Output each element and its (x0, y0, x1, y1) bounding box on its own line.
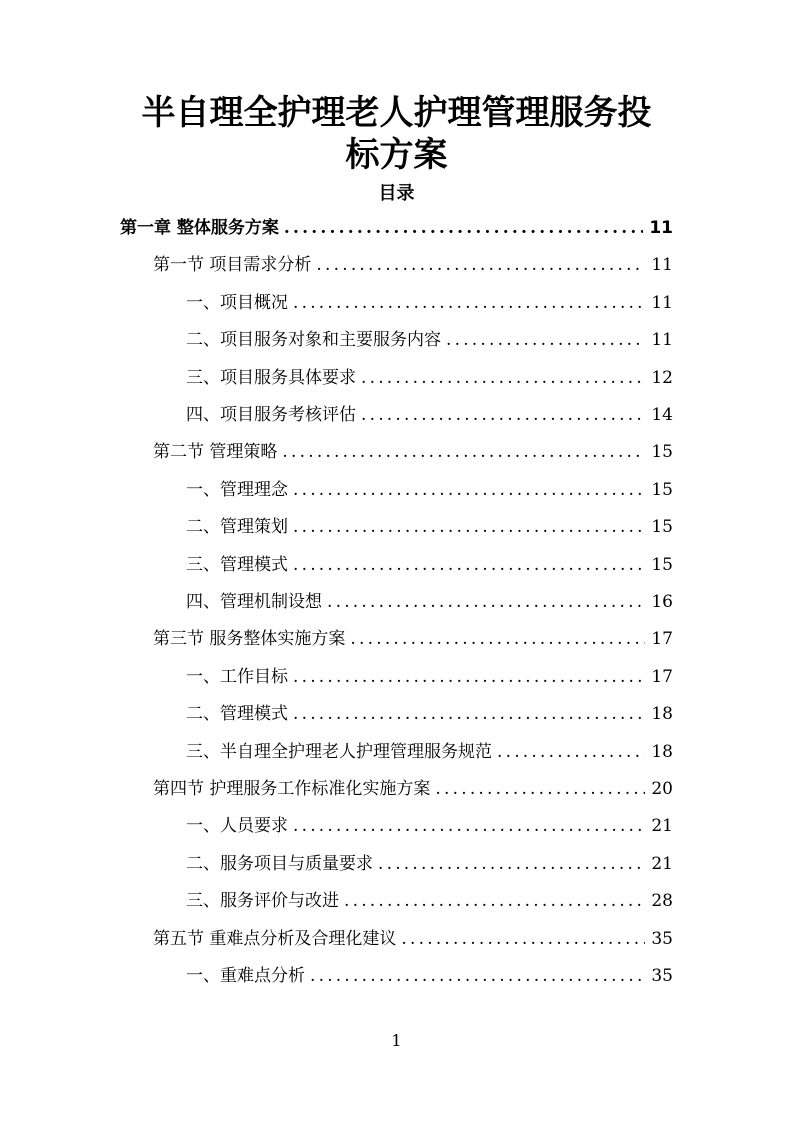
toc-entry-label: 四、项目服务考核评估 (186, 405, 356, 425)
toc-entry-page: 16 (651, 592, 673, 612)
toc-entry[interactable] (186, 587, 673, 617)
toc-entry-page: 14 (651, 405, 673, 425)
toc-entry-page: 17 (651, 629, 673, 650)
toc-entry[interactable] (186, 849, 673, 879)
toc-entry-label: 二、服务项目与质量要求 (186, 853, 373, 874)
toc-entry[interactable] (186, 400, 673, 430)
toc-leader-dots (316, 250, 645, 280)
toc-entry-label: 三、管理模式 (186, 554, 288, 575)
toc-entry[interactable] (186, 475, 673, 505)
toc-entry-label: 第五节 重难点分析及合理化建议 (153, 928, 397, 949)
toc-entry-page: 35 (651, 928, 673, 949)
toc-entry-label: 一、项目概况 (186, 292, 288, 313)
toc-entry-label: 二、管理模式 (186, 704, 288, 725)
toc-entry-label: 第四节 护理服务工作标准化实施方案 (153, 779, 431, 799)
toc-leader-dots (284, 213, 643, 243)
toc-leader-dots (293, 512, 645, 542)
toc-leader-dots (293, 811, 645, 841)
toc-entry-label: 第一节 项目需求分析 (153, 255, 312, 276)
toc-entry-page: 11 (649, 218, 673, 238)
toc-entry-page: 28 (651, 891, 673, 912)
toc-entry-page: 12 (651, 367, 673, 388)
document-title-line-2: 标方案 (345, 135, 448, 175)
toc-entry-label: 一、重难点分析 (186, 966, 305, 986)
toc-leader-dots (350, 624, 645, 654)
toc-entry[interactable] (186, 512, 673, 542)
toc-entry-label: 一、人员要求 (186, 816, 288, 837)
toc-entry-page: 15 (651, 517, 673, 538)
toc-entry-page: 18 (651, 704, 673, 725)
toc-leader-dots (361, 363, 645, 393)
toc-entry[interactable] (186, 699, 673, 729)
toc-entry-page: 20 (651, 779, 673, 799)
toc-entry[interactable] (153, 924, 673, 954)
page-number: 1 (391, 1031, 402, 1050)
toc-entry[interactable] (153, 250, 673, 280)
toc-entry[interactable] (186, 288, 673, 318)
toc-entry-page: 15 (651, 479, 673, 500)
toc-entry[interactable] (153, 774, 673, 804)
toc-entry[interactable] (120, 213, 673, 243)
toc-leader-dots (293, 288, 645, 318)
toc-entry-label: 第一章 整体服务方案 (120, 218, 279, 238)
toc-entry-label: 三、半自理全护理老人护理管理服务规范 (186, 741, 492, 762)
toc-leader-dots (282, 437, 645, 467)
document-title-line-1: 半自理全护理老人护理管理服务投 (141, 93, 652, 133)
toc-entry[interactable] (186, 662, 673, 692)
toc-leader-dots (293, 699, 645, 729)
toc-entry[interactable] (186, 363, 673, 393)
toc-entry-label: 三、项目服务具体要求 (186, 367, 356, 388)
toc-leader-dots (497, 737, 645, 767)
toc-entry-page: 15 (651, 442, 673, 463)
toc-entry-page: 15 (651, 554, 673, 575)
toc-entry[interactable] (186, 961, 673, 991)
toc-entry-page: 21 (651, 816, 673, 837)
toc-entry[interactable] (186, 550, 673, 580)
toc-entry-label: 二、项目服务对象和主要服务内容 (186, 330, 441, 351)
toc-entry-page: 18 (651, 741, 673, 762)
toc-leader-dots (344, 886, 645, 916)
toc-leader-dots (435, 774, 645, 804)
toc-entry[interactable] (186, 737, 673, 767)
toc-entry-page: 11 (651, 255, 673, 276)
toc-leader-dots (446, 325, 645, 355)
toc-entry-label: 一、管理理念 (186, 479, 288, 500)
toc-entry-label: 第二节 管理策略 (153, 442, 278, 463)
toc-leader-dots (401, 924, 645, 954)
toc-entry-page: 35 (651, 966, 673, 986)
toc-entry-label: 四、管理机制设想 (186, 592, 322, 612)
toc-leader-dots (293, 475, 645, 505)
toc-leader-dots (378, 849, 645, 879)
toc-leader-dots (327, 587, 645, 617)
toc-heading: 目录 (378, 183, 415, 204)
toc-leader-dots (310, 961, 645, 991)
toc-leader-dots (293, 550, 645, 580)
toc-entry-page: 21 (651, 853, 673, 874)
toc-leader-dots (293, 662, 645, 692)
toc-entry[interactable] (186, 325, 673, 355)
toc-entry[interactable] (153, 437, 673, 467)
toc-entry-label: 三、服务评价与改进 (186, 891, 339, 912)
toc-entry[interactable] (186, 886, 673, 916)
toc-entry-page: 11 (651, 292, 673, 313)
toc-entry[interactable] (153, 624, 673, 654)
toc-entry[interactable] (186, 811, 673, 841)
document-title (0, 92, 793, 176)
toc-entry-page: 11 (651, 330, 673, 351)
toc-entry-label: 二、管理策划 (186, 517, 288, 538)
toc-leader-dots (361, 400, 645, 430)
toc-entry-label: 第三节 服务整体实施方案 (153, 629, 346, 650)
toc-entry-page: 17 (651, 666, 673, 687)
toc-entry-label: 一、工作目标 (186, 666, 288, 687)
